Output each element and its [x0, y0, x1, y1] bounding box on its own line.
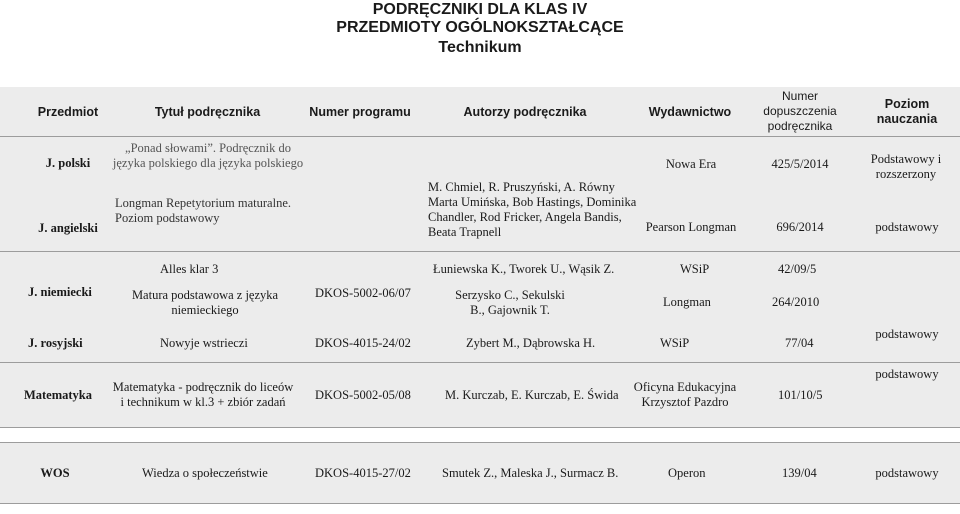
- program-number-german-2: DKOS-5002-06/07: [315, 286, 411, 300]
- publisher-russian: WSiP: [660, 336, 690, 350]
- level-polish: Podstawowy i rozszerzony: [870, 152, 942, 181]
- row-divider: [0, 442, 960, 443]
- book-title-polish: „Ponad słowami”. Podręcznik do języka polskiego dla języka polskiego: [112, 141, 304, 170]
- approval-number-english: 696/2014: [776, 220, 824, 234]
- publisher-german-2: Longman: [663, 295, 711, 309]
- school-type: Technikum: [438, 39, 522, 56]
- authors-english: Marta Umińska, Bob Hastings, Dominika Chandler, Rod Fricker, Angela Bandis, Beata Trapnell: [428, 195, 637, 239]
- book-title-german-2: Matura podstawowa z języka niemieckiego: [131, 288, 279, 317]
- authors-german-1: Łuniewska K., Tworek U., Wąsik Z.: [433, 262, 615, 276]
- level-wos: podstawowy: [875, 466, 939, 480]
- authors-russian: Zybert M., Dąbrowska H.: [466, 336, 596, 350]
- book-title-english: Longman Repetytorium maturalne. Poziom podstawowy: [115, 196, 291, 225]
- header-program-number: Numer programu: [309, 105, 411, 119]
- approval-number-german-2: 264/2010: [772, 295, 820, 309]
- publisher-math: Oficyna Edukacyjna Krzysztof Pazdro: [633, 380, 737, 409]
- level-german-russian: podstawowy: [875, 327, 939, 341]
- subject-russian: J. rosyjski: [28, 336, 83, 350]
- header-authors: Autorzy podręcznika: [463, 105, 587, 119]
- authors-german-2: Serzysko C., Sekulski B., Gajownik T.: [455, 288, 565, 317]
- subject-german: J. niemiecki: [28, 285, 92, 299]
- program-number-russian: DKOS-4015-24/02: [315, 336, 411, 350]
- level-math: podstawowy: [875, 367, 939, 381]
- publisher-wos: Operon: [668, 466, 706, 480]
- row-divider: [0, 362, 960, 363]
- document-title: PODRĘCZNIKI DLA KLAS IV: [372, 1, 588, 18]
- approval-number-german-1: 42/09/5: [778, 262, 817, 276]
- authors-polish: M. Chmiel, R. Pruszyński, A. Równy: [428, 180, 615, 194]
- header-book-title: Tytuł podręcznika: [154, 105, 261, 119]
- program-number-wos: DKOS-4015-27/02: [315, 466, 411, 480]
- approval-number-math: 101/10/5: [778, 388, 823, 402]
- row-divider: [0, 136, 960, 137]
- level-english: podstawowy: [875, 220, 939, 234]
- row-divider: [0, 503, 960, 504]
- approval-number-polish: 425/5/2014: [771, 157, 829, 171]
- publisher-english: Pearson Longman: [645, 220, 737, 234]
- program-number-math: DKOS-5002-05/08: [315, 388, 411, 402]
- publisher-polish: Nowa Era: [665, 157, 717, 171]
- header-level: Poziom nauczania: [876, 97, 938, 126]
- approval-number-russian: 77/04: [785, 336, 814, 350]
- header-approval-number: Numer dopuszczenia podręcznika: [763, 89, 837, 133]
- row-divider: [0, 427, 960, 428]
- row-divider: [0, 251, 960, 252]
- book-title-german-1: Alles klar 3: [160, 262, 219, 276]
- subject-math: Matematyka: [23, 388, 93, 402]
- subject-english: J. angielski: [38, 221, 98, 235]
- approval-number-wos: 139/04: [782, 466, 817, 480]
- authors-math: M. Kurczab, E. Kurczab, E. Świda: [445, 388, 619, 402]
- authors-wos: Smutek Z., Maleska J., Surmacz B.: [442, 466, 619, 480]
- header-publisher: Wydawnictwo: [648, 105, 732, 119]
- subject-polish: J. polski: [45, 156, 91, 170]
- subject-wos: WOS: [40, 466, 70, 480]
- book-title-wos: Wiedza o społeczeństwie: [142, 466, 268, 480]
- document-subtitle: PRZEDMIOTY OGÓLNOKSZTAŁCĄCE: [336, 19, 624, 36]
- book-title-math: Matematyka - podręcznik do liceów i technikum w kl.3 + zbiór zadań: [112, 380, 294, 409]
- header-subject: Przedmiot: [37, 105, 99, 119]
- book-title-russian: Nowyje wstrieczi: [160, 336, 248, 350]
- publisher-german-1: WSiP: [680, 262, 710, 276]
